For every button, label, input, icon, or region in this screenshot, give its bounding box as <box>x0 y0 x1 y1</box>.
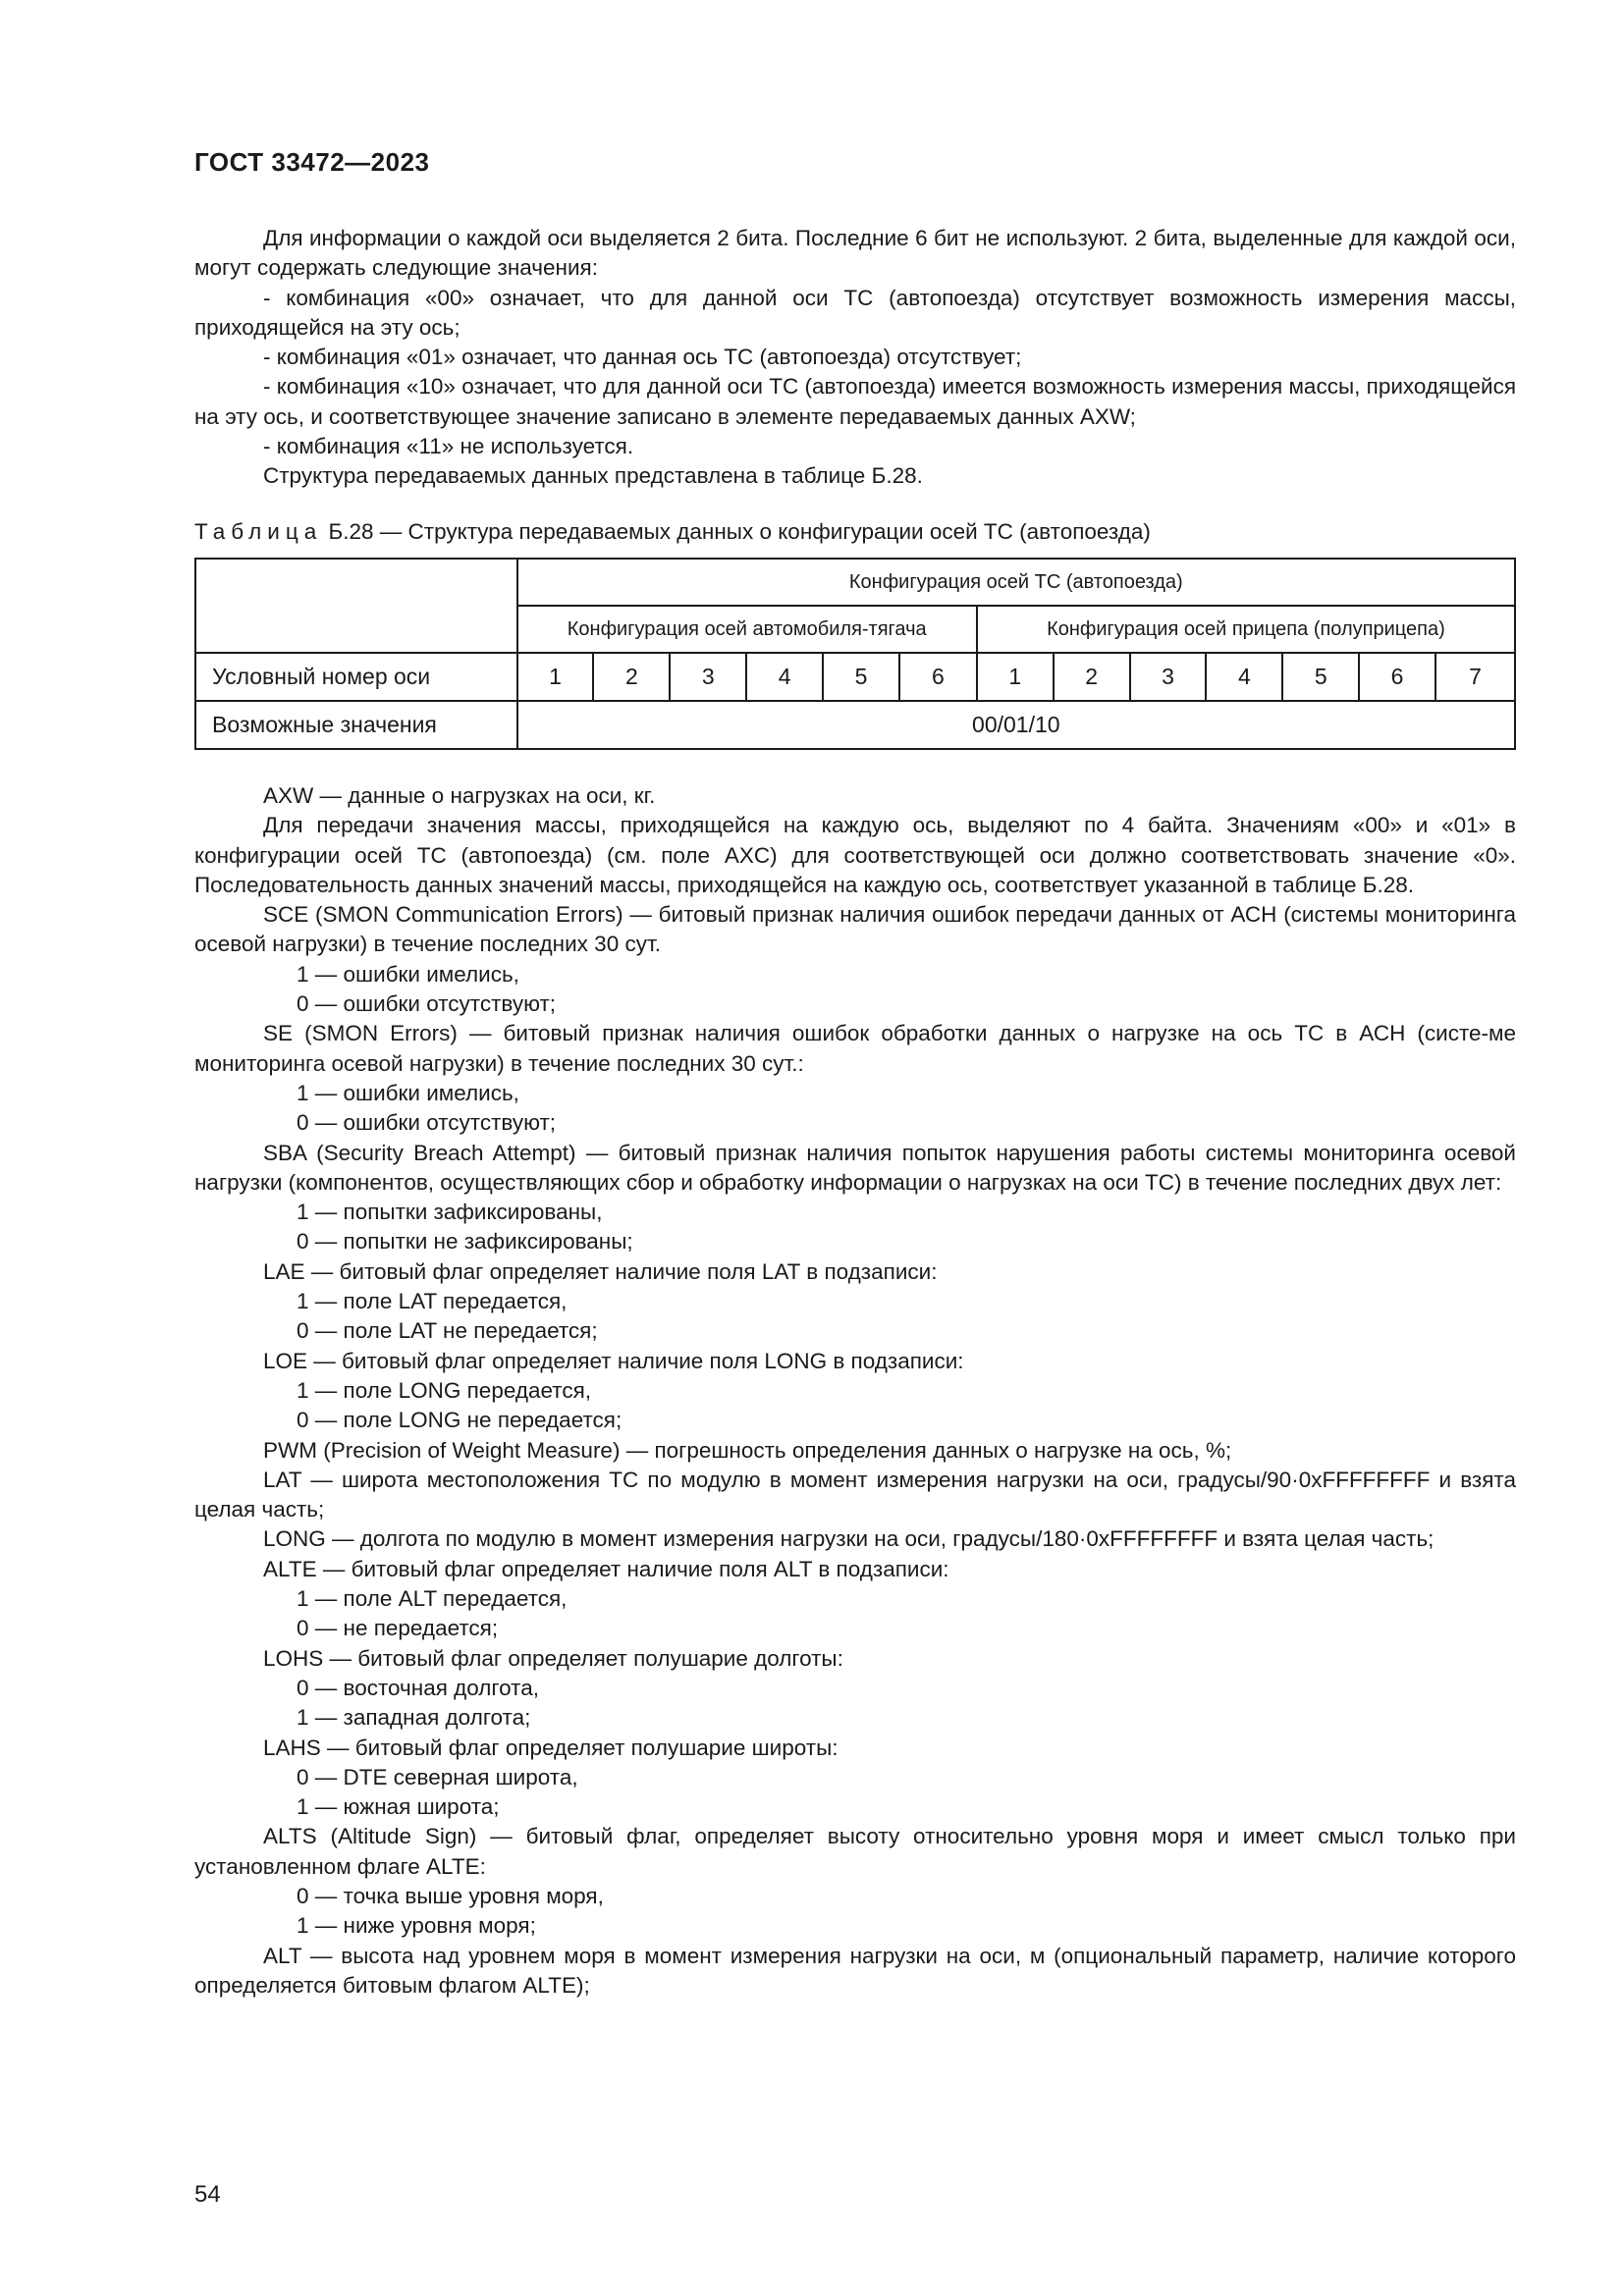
paragraph: SBA (Security Breach Attempt) — битовый признак наличия попыток нарушения работы системы мониторинга осевой нагрузки (компонентов, осуществляющих сбор и обработку информации о нагрузках на оси ТС) в течение последних двух лет: <box>194 1140 1516 1195</box>
paragraph: ALTS (Altitude Sign) — битовый флаг, определяет высоту относительно уровня моря и имеет смысл только при установленном флаге ALTE: <box>194 1824 1516 1879</box>
table-cell-trailer-axis: 6 <box>1359 653 1435 701</box>
table-caption-word: Таблица <box>194 519 323 544</box>
list-item: 1 — поле LONG передается, <box>297 1377 592 1403</box>
list-item: 0 — попытки не зафиксированы; <box>297 1229 633 1255</box>
list-item: 1 — попытки зафиксированы, <box>297 1200 603 1225</box>
paragraph: AXW — данные о нагрузках на оси, кг. <box>263 783 656 808</box>
table-cell-trailer-axis: 3 <box>1130 653 1207 701</box>
axis-config-table <box>194 558 1516 750</box>
table-group-header: Конфигурация осей ТС (автопоезда) <box>517 559 1515 606</box>
intro-text <box>194 224 1516 492</box>
table-cell-tractor-axis: 2 <box>593 653 670 701</box>
list-item: 1 — поле LAT передается, <box>297 1289 568 1314</box>
paragraph: SCE (SMON Communication Errors) — битовый признак наличия ошибок передачи данных от АСН (системы мониторинга осевой нагрузки) в течение последних 30 сут. <box>194 902 1516 957</box>
page-number: 54 <box>194 2181 221 2208</box>
table-caption <box>194 517 1151 547</box>
list-item: 1 — ошибки имелись, <box>297 1080 519 1105</box>
paragraph: Для информации о каждой оси выделяется 2 бита. Последние 6 бит не используют. 2 бита, выделенные для каждой оси, могут содержать следующие значения: <box>194 226 1516 281</box>
list-item: 0 — не передается; <box>297 1616 499 1641</box>
paragraph: PWM (Precision of Weight Measure) — погрешность определения данных о нагрузке на ось, %; <box>263 1437 1232 1463</box>
list-item: 1 — ошибки имелись, <box>297 961 519 987</box>
paragraph: - комбинация «11» не используется. <box>263 434 634 459</box>
list-item: 0 — ошибки отсутствуют; <box>297 991 557 1017</box>
paragraph: LAHS — битовый флаг определяет полушарие широты: <box>263 1735 839 1760</box>
paragraph: ALTE — битовый флаг определяет наличие поля ALT в подзаписи: <box>263 1556 949 1581</box>
table-cell-trailer-axis: 1 <box>977 653 1054 701</box>
list-item: 1 — поле ALT передается, <box>297 1586 568 1612</box>
table-cell-trailer-axis: 7 <box>1435 653 1515 701</box>
paragraph: - комбинация «01» означает, что данная ось ТС (автопоезда) отсутствует; <box>263 345 1022 370</box>
table-subheader-trailer: Конфигурация осей прицепа (полуприцепа) <box>977 606 1515 653</box>
table-row-label-values: Возможные значения <box>195 701 517 749</box>
document-header: ГОСТ 33472—2023 <box>194 147 430 177</box>
table-cell-tractor-axis: 1 <box>517 653 594 701</box>
table-cell-trailer-axis: 5 <box>1282 653 1359 701</box>
list-item: 1 — западная долгота; <box>297 1705 531 1731</box>
paragraph: LONG — долгота по модулю в момент измерения нагрузки на оси, градусы/180·0xFFFFFFFF и взята целая часть; <box>263 1526 1435 1552</box>
table-corner-cell <box>195 559 517 653</box>
table-caption-text: Б.28 — Структура передаваемых данных о конфигурации осей ТС (автопоезда) <box>328 519 1151 544</box>
table-cell-tractor-axis: 3 <box>670 653 746 701</box>
list-item: 1 — ниже уровня моря; <box>297 1913 536 1939</box>
table-subheader-tractor: Конфигурация осей автомобиля-тягача <box>517 606 977 653</box>
paragraph: - комбинация «00» означает, что для данной оси ТС (автопоезда) отсутствует возможность измерения массы, приходящейся на эту ось; <box>194 285 1516 340</box>
list-item: 1 — южная широта; <box>297 1794 500 1820</box>
table-cell-trailer-axis: 4 <box>1206 653 1282 701</box>
table-cell-tractor-axis: 4 <box>746 653 823 701</box>
paragraph: LOHS — битовый флаг определяет полушарие долготы: <box>263 1645 843 1671</box>
table-cell-tractor-axis: 6 <box>899 653 977 701</box>
list-item: 0 — точка выше уровня моря, <box>297 1883 604 1908</box>
table-cell-tractor-axis: 5 <box>823 653 899 701</box>
body-text <box>194 781 1516 2001</box>
table-cell-trailer-axis: 2 <box>1054 653 1130 701</box>
paragraph: Для передачи значения массы, приходящейся на каждую ось, выделяют по 4 байта. Значениям «00» и «01» в конфигурации осей ТС (автопоезда) (см. поле AXC) для соответствующей оси должно соответствовать значение «0». Последовательность данных значений массы, приходящейся на каждую ось, соответствует указанной в таблице Б.28. <box>194 813 1516 897</box>
list-item: 0 — поле LAT не передается; <box>297 1318 598 1344</box>
list-item: 0 — поле LONG не передается; <box>297 1408 623 1433</box>
paragraph: - комбинация «10» означает, что для данной оси ТС (автопоезда) имеется возможность измерения массы, приходящейся на эту ось, и соответствующее значение записано в элементе передаваемых данных AXW; <box>194 374 1516 429</box>
paragraph: LAE — битовый флаг определяет наличие поля LAT в подзаписи: <box>263 1258 938 1284</box>
paragraph: Структура передаваемых данных представлена в таблице Б.28. <box>263 463 923 489</box>
list-item: 0 — DTE северная широта, <box>297 1764 578 1789</box>
paragraph: ALT — высота над уровнем моря в момент измерения нагрузки на оси, м (опциональный параметр, наличие которого определяется битовым флагом ALTE); <box>194 1943 1516 1998</box>
table-row-label-axis: Условный номер оси <box>195 653 517 701</box>
list-item: 0 — ошибки отсутствуют; <box>297 1110 557 1136</box>
table-cell-values: 00/01/10 <box>517 701 1515 749</box>
paragraph: LAT — широта местоположения ТС по модулю в момент измерения нагрузки на оси, градусы/90·0xFFFFFFFF и взята целая часть; <box>194 1467 1516 1522</box>
paragraph: SE (SMON Errors) — битовый признак наличия ошибок обработки данных о нагрузке на ось ТС в АСН (систе-ме мониторинга осевой нагрузки) в течение последних 30 сут.: <box>194 1021 1516 1076</box>
list-item: 0 — восточная долгота, <box>297 1675 539 1700</box>
paragraph: LOE — битовый флаг определяет наличие поля LONG в подзаписи: <box>263 1348 964 1373</box>
